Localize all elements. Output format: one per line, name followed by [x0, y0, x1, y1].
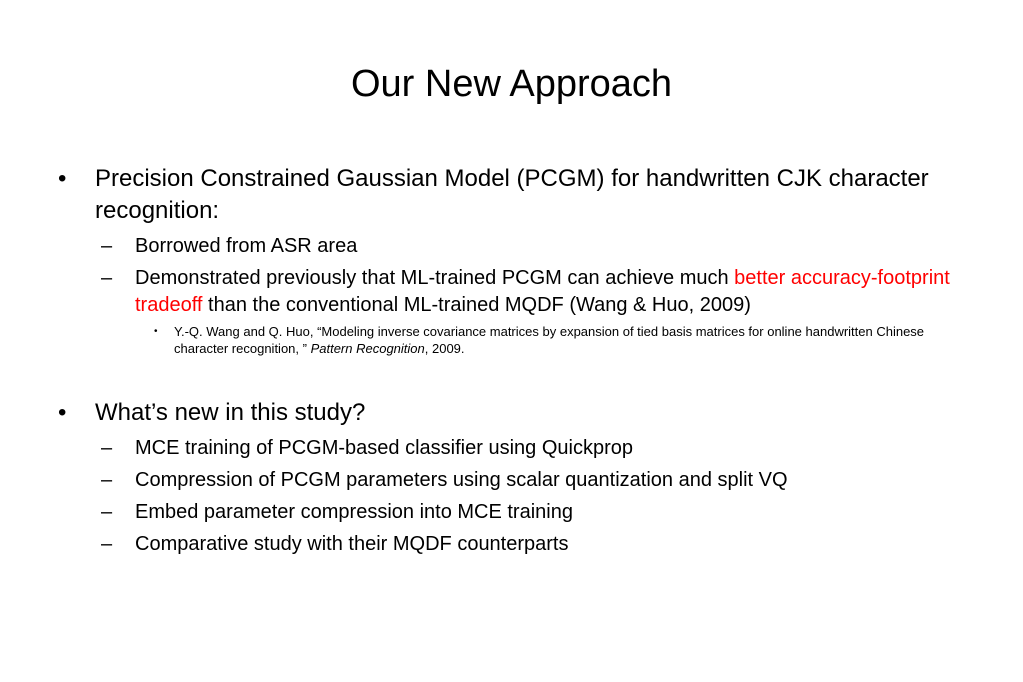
slide-content [58, 163, 958, 558]
slide-title: Our New Approach [350, 63, 673, 105]
sub-bullet-borrowed-text: Borrowed from ASR area [135, 235, 358, 257]
dash-icon: – [101, 437, 113, 459]
sub-bullet-mce-text: MCE training of PCGM-based classifier using Quickprop [135, 437, 633, 459]
bullet-whats-new [58, 397, 958, 429]
reference-text-pre: Y.-Q. Wang and Q. Huo, “Modeling inverse covariance matrices by expansion of tied basis matrices for online handwritten Chinese character recognition, ” [174, 324, 925, 356]
bullet-dot-icon: • [58, 399, 67, 426]
sub-bullet-demonstrated-pre: Demonstrated previously that ML-trained PCGM can achieve much [135, 267, 735, 289]
reference-citation [58, 323, 934, 357]
highlight-tradeoff: better accuracy-footprint tradeoff [135, 267, 950, 316]
dash-icon: – [101, 267, 113, 289]
dash-icon: – [101, 501, 113, 523]
sub-bullet-demonstrated-post: than the conventional ML-trained MQDF (Wang & Huo, 2009) [202, 294, 751, 316]
sub-bullet-compression [58, 467, 958, 494]
sub-bullet-mce [58, 435, 958, 462]
bullet-pcgm [58, 163, 958, 227]
sub-bullet-comparative-text: Comparative study with their MQDF counterparts [135, 533, 569, 555]
sub-bullet-embed [58, 499, 958, 526]
dash-icon: – [101, 469, 113, 491]
bullet-whats-new-text: What’s new in this study? [95, 399, 366, 426]
reference-journal: Pattern Recognition [310, 341, 425, 356]
sub-bullet-comparative [58, 531, 958, 558]
dash-icon: – [101, 235, 113, 257]
sub-bullet-demonstrated [58, 265, 958, 319]
dash-icon: – [101, 533, 113, 555]
small-bullet-dot-icon: • [154, 326, 158, 337]
bullet-pcgm-text: Precision Constrained Gaussian Model (PCGM) for handwritten CJK character recognition: [95, 165, 929, 224]
sub-bullet-borrowed [58, 233, 958, 260]
sub-bullet-embed-text: Embed parameter compression into MCE training [135, 501, 573, 523]
bullet-dot-icon: • [58, 165, 67, 192]
reference-text-post: , 2009. [424, 341, 465, 356]
sub-bullet-compression-text: Compression of PCGM parameters using scalar quantization and split VQ [135, 469, 788, 491]
